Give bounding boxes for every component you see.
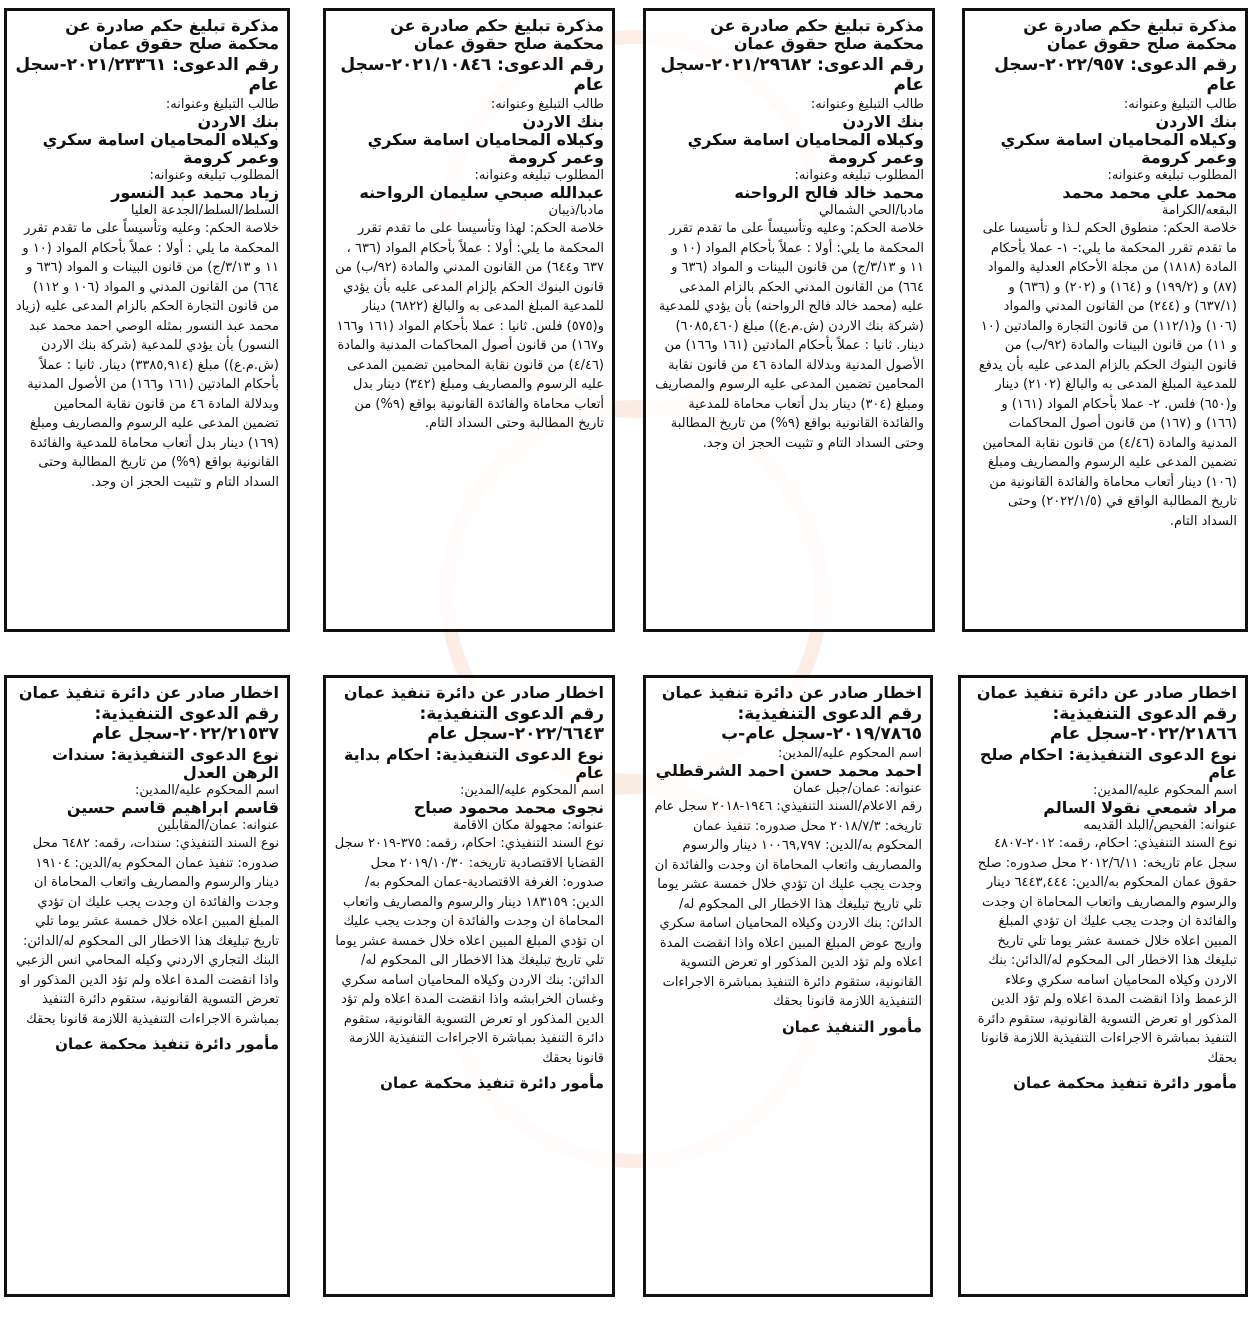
target-name: عبدالله صبحي سليمان الرواحنه (359, 183, 604, 202)
target-label: اسم المحكوم عليه/المدين: (460, 783, 604, 798)
notice-title: اخطار صادر عن دائرة تنفيذ عمان (661, 683, 922, 702)
requester-label: طالب التبليغ وعنوانه: (165, 97, 279, 112)
notice-title: اخطار صادر عن دائرة تنفيذ عمان (343, 683, 604, 702)
notice-case-number: رقم الدعوى التنفيذية: ٢٠١٩/٧٨٦٥-سجل عام-ب (721, 704, 922, 744)
notice-box-2 (643, 8, 935, 632)
notice-case-number: رقم الدعوى التنفيذية: ٢٠٢٢/٢١٨٦٦-سجل عام (1049, 704, 1237, 744)
notice-case-number: رقم الدعوى: ٢٠٢١/٢٩٦٨٢-سجل عام (660, 55, 924, 95)
requester-lawyers: وكيلاه المحاميان اسامة سكري وعمر كرومة (1000, 130, 1237, 167)
notice-case-number: رقم الدعوى التنفيذية: ٢٠٢٢/٦٦٤٣-سجل عام (419, 704, 604, 744)
notice-body: خلاصة الحكم: وعليه وتأسيساً على ما تقدم تقرر المحكمة ما يلي: أولا : عملاً بأحكام المواد (١٠ و ١١ و ٣/١٣/ج) من قانون البينات و المواد (٦٣٦ و ٦٦٤) من القانون المدني الحكم بالزام المدعى عليه (محمد خالد فالح الرواحنه) بأن يؤدي للمدعية (شركة بنك الاردن (ش.م.ع)) مبلغ (٦٠٨٥,٤٦٠) دينار. ثانيا : عملاً بأحكام المادتين (١٦١ و١٦٦) من الأصول المدنية وبدلالة المادة ٤٦ من قانون نقابة المحامين تضمين المدعى عليه الرسوم والمصاريف ومبلغ (٣٠٤) دينار بدل أتعاب محاماة للمدعية والفائدة القانونية بواقع (٩%) من تاريخ المطالبة وحتى السداد التام و تثبيت الحجز ان وجد. (655, 221, 924, 451)
target-name: زياد محمد عبد النسور (111, 183, 279, 202)
notice-body: خلاصة الحكم: لهذا وتأسيسا على ما تقدم تقرر المحكمة ما يلي: أولا : عملاً بأحكام المواد (٦٣٦ ، ٦٣٧ و٦٤٤) من القانون المدني والمادة (٩٢/ب) من قانون البنوك الحكم بإلزام المدعى عليه بأن يؤدي للمدعية المبلغ المدعى به والبالغ (٦٨٢٢) دينار و(٥٧٥) فلس. ثانيا : عملا بأحكام المواد (١٦١ و١٦٦ و١٦٧) من قانون أصول المحاكمات المدنية والمادة (٤/٤٦) من قانون نقابة المحامين تضمين المدعى عليه الرسوم والمصاريف ومبلغ (٣٤٢) دينار بدل أتعاب محاماة والفائدة القانونية بواقع (٩%) من تاريخ المطالبة وحتى السداد التام. (335, 221, 604, 431)
target-name: مراد شمعي نقولا السالم (1043, 798, 1237, 817)
target-name: نجوى محمد محمود صباح (413, 798, 604, 817)
requester-lawyers: وكيلاه المحاميان اسامة سكري وعمر كرومة (687, 130, 924, 167)
notice-case-number: رقم الدعوى: ٢٠٢٢/٩٥٧-سجل عام (994, 55, 1237, 95)
target-address: عنوانه: مجهولة مكان الاقامة (452, 818, 604, 833)
execution-notice-box-3 (323, 675, 615, 1297)
notice-title: مذكرة تبليغ حكم صادرة عن محكمة صلح حقوق عمان (1023, 16, 1237, 53)
target-address: السلط/السلط/الجدعة العليا (130, 203, 279, 218)
target-label: اسم المحكوم عليه/المدين: (135, 783, 279, 798)
requester-name: بنك الاردن (1155, 112, 1237, 131)
notice-title: مذكرة تبليغ حكم صادرة عن محكمة صلح حقوق عمان (65, 16, 279, 53)
notice-case-number: رقم الدعوى التنفيذية: ٢٠٢٢/٢١٥٣٧-سجل عام (91, 704, 279, 744)
notice-body: نوع السند التنفيذي: سندات، رقمه: ٦٤٨٢ محل صدوره: تنفيذ عمان المحكوم به/الدين: ١٩١٠٤ دينار والرسوم والمصاريف واتعاب المحاماة ان وجدت والفائدة ان وجدت يجب عليك ان تؤدي المبلغ المبين اعلاه خلال خمسة عشر يوما تلي تاريخ تبليغك هذا الاخطار الى المحكوم له/الدائن: البنك التجاري الاردني وكيله المحامي انس الزعبي واذا انقضت المدة اعلاه ولم تؤد الدين المذكور او تعرض التسوية القانونية، ستقوم دائرة التنفيذ بمباشرة الاجراءات التنفيذية اللازمة قانونا بحقك (16, 836, 279, 1027)
notice-body: خلاصة الحكم: منطوق الحكم لـذا و تأسيسا على ما تقدم تقرر المحكمة ما يلي:- ١- عملا بأحكام المادة (١٨١٨) من مجلة الأحكام العدلية والمواد (٨٧) و (١٩٩/٢) و (١٦٤) و (٢٠٢) و (٦٣٦) و (٦٣٧/١) و (٢٤٤) من القانون المدني والمواد (١٠٦) و(١١٢/١) من قانون التجارة والمادتين (١٠ و ١١) من قانون البينات والمادة (٩٢/ب) من قانون البنوك الحكم بالزام المدعى عليه بأن يدفع للمدعية المبلغ المدعى به والبالغ (٢١٠٢) دينار و(٦٥٠) فلس. ٢- عملا بأحكام المواد (١٦١) و (١٦٦) و (١٦٧) من قانون أصول المحاكمات المدنية والمادة (٤/٤٦) من قانون نقابة المحامين تضمين المدعى عليه الرسوم والمصاريف ومبلغ (١٠٦) دينار أتعاب محاماة والفائدة القانونية من تاريخ المطالبة الواقع في (٢٠٢٢/١/٥) وحتى السداد التام. (978, 221, 1237, 529)
notice-title: اخطار صادر عن دائرة تنفيذ عمان (976, 683, 1237, 702)
case-type: نوع الدعوى التنفيذية: سندات الرهن العدل (51, 745, 279, 782)
target-name: محمد علي محمد محمد (1062, 183, 1237, 202)
notice-signature: مأمور التنفيذ عمان (781, 1017, 922, 1036)
target-address: عنوانه: عمان/المقابلين (157, 818, 279, 833)
target-label: المطلوب تبليغه وعنوانه: (474, 168, 604, 183)
execution-notice-box-4 (4, 675, 290, 1297)
target-address: البقعه/الكرامة (1161, 203, 1237, 218)
notice-box-4 (4, 8, 290, 632)
notice-signature: مأمور دائرة تنفيذ محكمة عمان (380, 1074, 604, 1092)
notice-signature: مأمور دائرة تنفيذ محكمة عمان (55, 1035, 279, 1053)
case-type: نوع الدعوى التنفيذية: احكام صلح عام (979, 745, 1237, 782)
target-label: المطلوب تبليغه وعنوانه: (1107, 168, 1237, 183)
target-label: المطلوب تبليغه وعنوانه: (794, 168, 924, 183)
notice-signature: مأمور دائرة تنفيذ محكمة عمان (1013, 1074, 1237, 1092)
target-label: المطلوب تبليغه وعنوانه: (149, 168, 279, 183)
requester-label: طالب التبليغ وعنوانه: (1123, 97, 1237, 112)
notice-title: مذكرة تبليغ حكم صادرة عن محكمة صلح حقوق عمان (390, 16, 604, 53)
notice-body: نوع السند التنفيذي: احكام، رقمه: ٣٧٥-٢٠١٩ سجل القضايا الاقتصادية تاريخه: ٢٠١٩/١٠/٣٠ محل صدوره: الغرفة الاقتصادية-عمان المحكوم به/الدين: ١٨٣١٥٩ دينار والرسوم والمصاريف واتعاب المحاماة ان وجدت والفائدة ان وجدت يجب عليك ان تؤدي المبلغ المبين اعلاه خلال خمسة عشر يوما تلي تاريخ تبليغك هذا الاخطار الى المحكوم له/الدائن: بنك الاردن وكيلاه المحاميان اسامه سكري وغسان الخرابشه واذا انقضت المدة اعلاه ولم تؤد الدين المذكور او تعرض التسوية القانونية، ستقوم دائرة التنفيذ بمباشرة الاجراءات التنفيذية اللازمة قانونا بحقك (334, 836, 604, 1066)
notice-box-1 (962, 8, 1248, 632)
notice-title: مذكرة تبليغ حكم صادرة عن محكمة صلح حقوق عمان (710, 16, 924, 53)
requester-name: بنك الاردن (522, 112, 604, 131)
requester-lawyers: وكيلاه المحاميان اسامة سكري وعمر كرومة (42, 130, 279, 167)
target-address: مادبا/الحي الشمالي (818, 203, 924, 218)
requester-label: طالب التبليغ وعنوانه: (810, 97, 924, 112)
case-type: نوع الدعوى التنفيذية: احكام بداية عام (343, 745, 604, 782)
notice-box-3 (323, 8, 615, 632)
execution-notice-box-1 (958, 675, 1248, 1297)
target-name: محمد خالد فالح الرواحنه (734, 183, 924, 202)
execution-notice-box-2 (643, 675, 933, 1297)
target-label: اسم المحكوم عليه/المدين: (1093, 783, 1237, 798)
target-address: عنوانه: الفحيص/البلد القديمه (1083, 818, 1237, 833)
target-label: اسم المحكوم عليه/المدين: (778, 746, 922, 761)
notice-body: رقم الاعلام/السند التنفيذي: ١٩٤٦-٢٠١٨ سجل عام تاريخه: ٢٠١٨/٧/٣ محل صدوره: تنفيذ عمان المحكوم به/الدين: ١٠٠٦٩,٧٩٧ دينار والرسوم والمصاريف واتعاب المحاماة ان وجدت والفائدة ان وجدت يجب عليك ان تؤدي خلال خمسة عشر يوما تلي تاريخ تبليغك هذا الاخطار الى المحكوم له/الدائن: بنك الاردن وكيلاه المحاميان اسامة سكري واريج عوض المبلغ المبين اعلاه واذا انقضت المدة اعلاه ولم تؤد الدين المذكور او تعرض التسوية القانونية، ستقوم دائرة التنفيذ بمباشرة الاجراءات التنفيذية اللازمة قانونا بحقك (654, 799, 922, 1009)
target-name: قاسم ابراهيم قاسم حسين (66, 798, 279, 817)
notice-body: نوع السند التنفيذي: احكام، رقمه: ٢٠١٢-٤٨٠٧ سجل عام تاريخه: ٢٠١٢/٦/١١ محل صدوره: صلح حقوق عمان المحكوم به/الدين: ٦٤٤٣,٤٤٤ دينار والرسوم والمصاريف واتعاب المحاماة ان وجدت والفائدة ان وجدت يجب عليك ان تؤدي المبلغ المبين اعلاه خلال خمسة عشر يوما تلي تاريخ تبليغك هذا الاخطار الى المحكوم له/الدائن: بنك الاردن وكيلاه المحاميان اسامه سكري وعلاء الزعمط واذا انقضت المدة اعلاه ولم تؤد الدين المذكور او تعرض التسوية القانونية، ستقوم دائرة التنفيذ بمباشرة الاجراءات التنفيذية اللازمة قانونا بحقك (977, 836, 1237, 1066)
requester-name: بنك الاردن (842, 112, 924, 131)
requester-name: بنك الاردن (197, 112, 279, 131)
notice-title: اخطار صادر عن دائرة تنفيذ عمان (18, 683, 279, 702)
requester-lawyers: وكيلاه المحاميان اسامة سكري وعمر كرومة (367, 130, 604, 167)
notice-case-number: رقم الدعوى: ٢٠٢١/١٠٨٤٦-سجل عام (340, 55, 604, 95)
notice-case-number: رقم الدعوى: ٢٠٢١/٢٣٣٦١-سجل عام (15, 55, 279, 95)
notice-body: خلاصة الحكم: وعليه وتأسيساً على ما تقدم تقرر المحكمة ما يلي : أولا : عملاً بأحكام المواد (١٠ و ١١ و ٣/١٣/ج) من قانون البينات و المواد (٦٣٦ و ٦٦٤) من القانون المدني و المواد (١٠٦ و ١١٢) من قانون التجارة الحكم بالزام المدعى عليه (زياد محمد عبد النسور بمثله الوصي احمد محمد عبد النسور) بأن يؤدي للمدعية (شركة بنك الاردن (ش.م.ع)) مبلغ (٣٣٨٥,٩١٤) دينار. ثانيا : عملاً بأحكام المادتين (١٦١ و١٦٦) من الأصول المدنية وبدلالة المادة ٤٦ من قانون نقابة المحامين تضمين المدعى عليه الرسوم والمصاريف ومبلغ (١٦٩) دينار بدل أتعاب محاماة للمدعية والفائدة القانونية بواقع (٩%) من تاريخ المطالبة وحتى السداد التام و تثبيت الحجز ان وجد. (15, 221, 279, 490)
target-address: عنوانه: عمان/جبل عمان (793, 781, 922, 796)
target-address: مادبا/ذيبان (548, 203, 604, 218)
target-name: احمد محمد حسن احمد الشرقطلي (655, 761, 922, 780)
requester-label: طالب التبليغ وعنوانه: (490, 97, 604, 112)
